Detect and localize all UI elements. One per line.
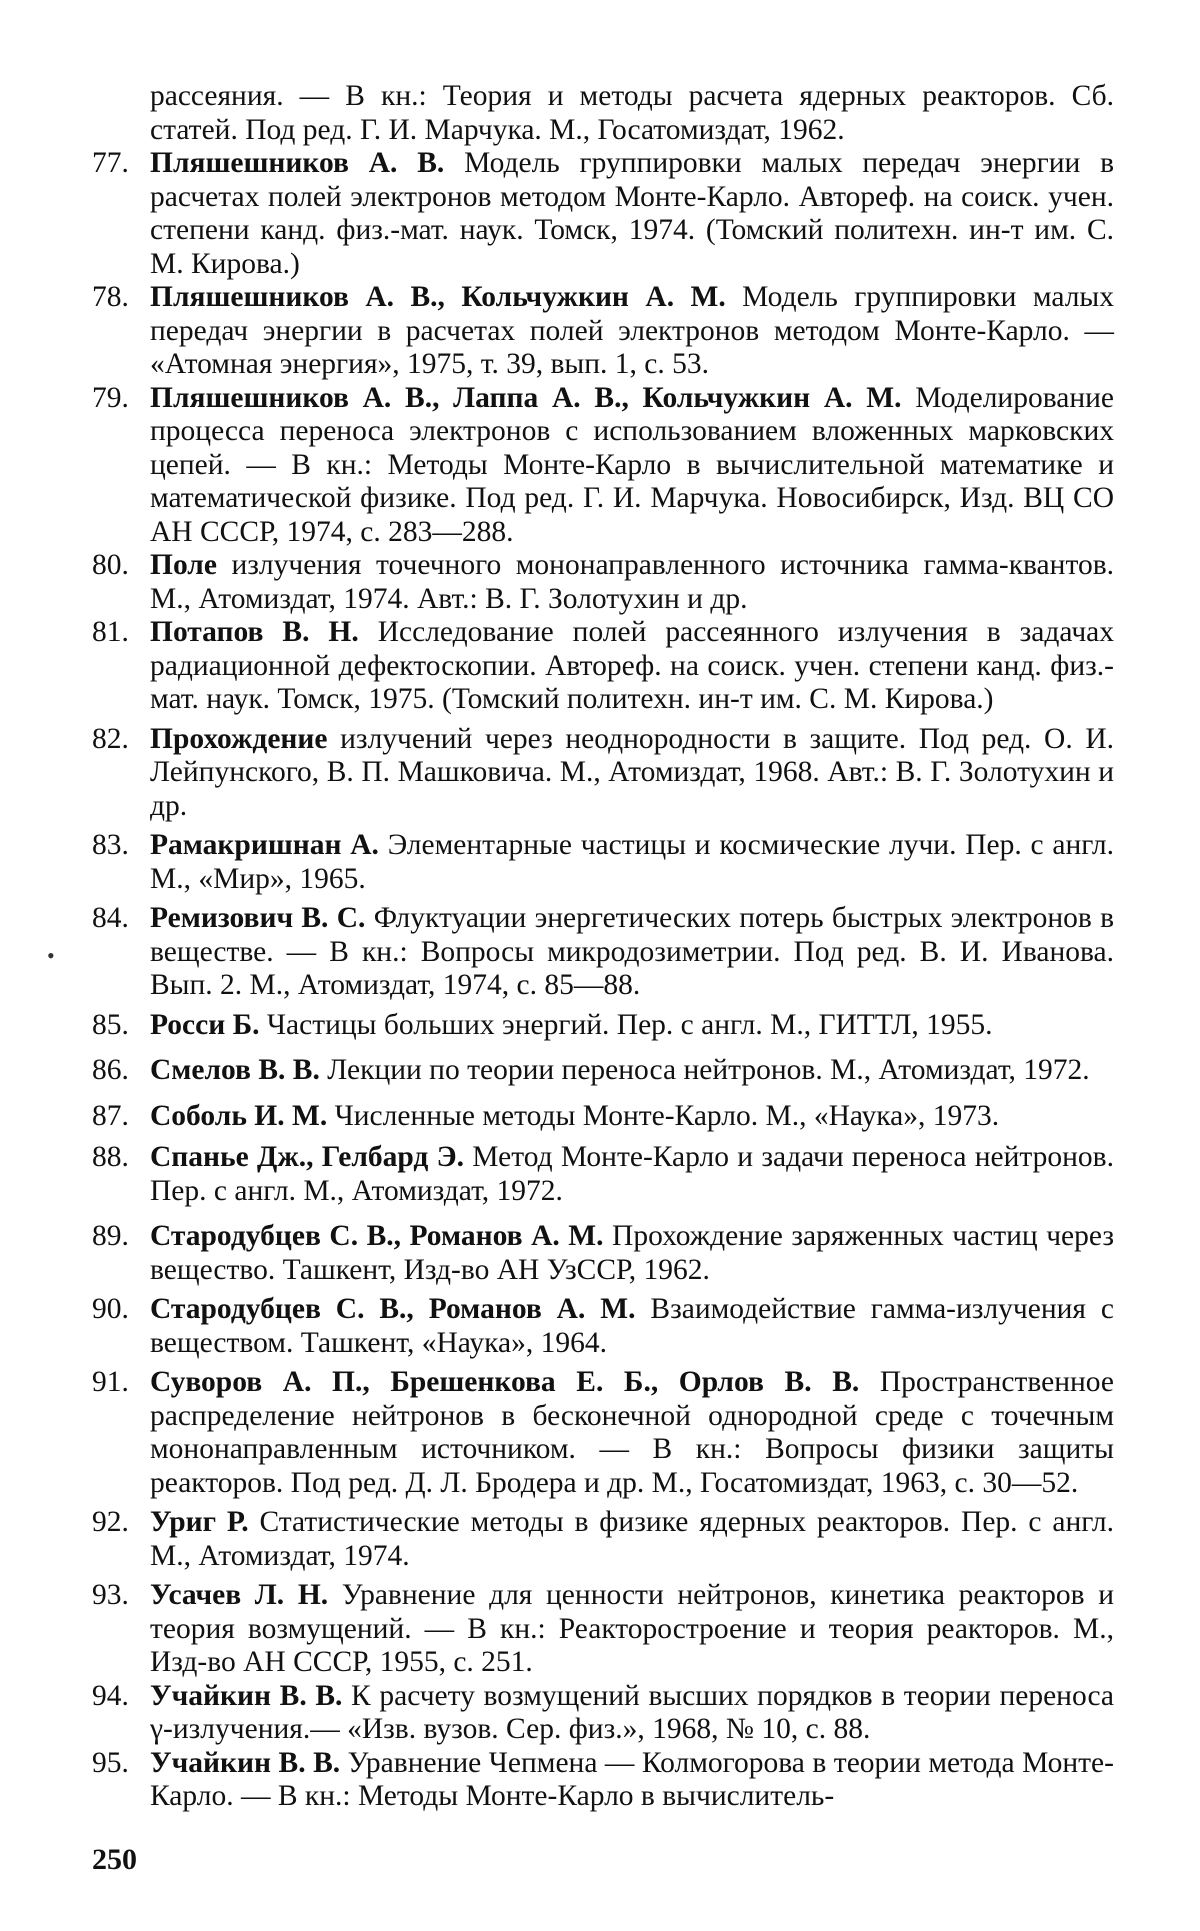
- reference-text: Флуктуации энергетических потерь быстрых электронов в веществе. — В кн.: Вопросы микродозиметрии. Под ред. В. И. Иванова. Вып. 2. М., Атомиздат, 1974, с. 85—88.: [150, 902, 1115, 1001]
- reference-text: Уравнение для ценности нейтронов, кинетика реакторов и теория возмущений. — В кн.: Реакторостроение и теория реакторов. М., Изд-во АН СССР, 1955, с. 251.: [150, 1579, 1114, 1678]
- reference-88: [92, 1141, 1114, 1208]
- reference-author: Смелов В. В.: [150, 1054, 320, 1086]
- reference-author: Ремизович В. С.: [150, 902, 366, 934]
- reference-94: [92, 1680, 1114, 1747]
- reference-text: К расчету возмущений высших порядков в теории переноса γ-излучения.— «Изв. вузов. Сер. физ.», 1968, № 10, с. 88.: [150, 1679, 1114, 1745]
- reference-82: [92, 723, 1114, 824]
- reference-text: Моделирование процесса переноса электронов с использованием вложенных марковских цепей. — В кн.: Методы Монте-Карло в вычислительной математике и математической физике. Под ред. Г. И. Марчука. Новосибирск, Изд. ВЦ СО АН СССР, 1974, с. 283—288.: [150, 381, 1115, 548]
- reference-text: Модель группировки малых передач энергии в расчетах полей электронов методом Монте-Карло. — «Атомная энергия», 1975, т. 39, вып. 1, с. 53.: [150, 281, 1114, 380]
- reference-author: Пляшешников А. В., Кольчужкин А. М.: [150, 281, 726, 313]
- reference-author: Суворов А. П., Брешенкова Е. Б., Орлов В. В.: [150, 1366, 860, 1398]
- reference-number: 94.: [92, 1679, 129, 1712]
- reference-78: [92, 281, 1114, 382]
- reference-89: [92, 1220, 1114, 1287]
- reference-text: Статистические методы в физике ядерных реакторов. Пер. с англ. М., Атомиздат, 1974.: [150, 1506, 1114, 1572]
- reference-text: Лекции по теории переноса нейтронов. М., Атомиздат, 1972.: [319, 1054, 1090, 1086]
- reference-number: 78.: [92, 281, 129, 313]
- reference-author: Пляшешников А. В.: [150, 147, 445, 179]
- reference-number: 91.: [92, 1366, 129, 1398]
- reference-text: излучений через неоднородности в защите. Под ред. О. И. Лейпунского, В. П. Машковича. М., Атомиздат, 1968. Авт.: В. Г. Золотухин и др.: [150, 722, 1114, 822]
- reference-text: Модель группировки малых передач энергии в расчетах полей электронов методом Монте-Карло. Автореф. на соиск. учен. степени канд. физ.-мат. наук. Томск, 1974. (Томский политехн. ин-т им. С. М. Кирова.): [150, 147, 1114, 280]
- reference-92: [92, 1506, 1114, 1573]
- reference-number: 83.: [92, 829, 129, 861]
- reference-author: Потапов В. Н.: [150, 616, 359, 648]
- reference-text: Элементарные частицы и космические лучи. Пер. с англ. М., «Мир», 1965.: [150, 829, 1114, 895]
- reference-text: Уравнение Чепмена — Колмогорова в теории метода Монте-Карло. — В кн.: Методы Монте-Карло в вычислитель-: [150, 1746, 1114, 1812]
- reference-number: 86.: [92, 1054, 129, 1086]
- reference-author: Рамакришнан А.: [150, 829, 379, 861]
- reference-90: [92, 1293, 1114, 1360]
- reference-number: 95.: [92, 1746, 129, 1779]
- reference-80: [92, 549, 1114, 616]
- reference-list: [92, 80, 1114, 1814]
- reference-84: [92, 902, 1114, 1003]
- reference-number: 88.: [92, 1141, 129, 1173]
- reference-85: [92, 1009, 1114, 1043]
- reference-number: 82.: [92, 722, 129, 755]
- reference-text: Метод Монте-Карло и задачи переноса нейтронов. Пер. с англ. М., Атомиздат, 1972.: [150, 1141, 1114, 1207]
- reference-author: Пляшешников А. В., Лаппа А. В., Кольчужкин А. М.: [150, 381, 902, 414]
- reference-author: Усачев Л. Н.: [150, 1579, 329, 1611]
- reference-number: 81.: [92, 616, 129, 648]
- reference-93: [92, 1579, 1114, 1680]
- reference-text: Численные методы Монте-Карло. М., «Наука», 1973.: [327, 1099, 1000, 1132]
- reference-91: [92, 1366, 1114, 1500]
- reference-79: [92, 382, 1114, 550]
- reference-author: Учайкин В. В.: [150, 1679, 343, 1712]
- reference-author: Уриг Р.: [150, 1506, 249, 1538]
- reference-author: Спанье Дж., Гелбард Э.: [150, 1141, 465, 1173]
- reference-text: Частицы больших энергий. Пер. с англ. М., ГИТТЛ, 1955.: [259, 1008, 993, 1041]
- reference-86: [92, 1054, 1114, 1088]
- reference-number: 89.: [92, 1220, 129, 1252]
- reference-author: Соболь И. М.: [150, 1099, 328, 1132]
- reference-81: [92, 616, 1114, 717]
- reference-number: 80.: [92, 549, 129, 581]
- reference-number: 84.: [92, 902, 129, 934]
- reference-83: [92, 829, 1114, 896]
- reference-text: Взаимодействие гамма-излучения с веществом. Ташкент, «Наука», 1964.: [150, 1293, 1114, 1359]
- reference-author: Стародубцев С. В., Романов А. М.: [150, 1293, 636, 1325]
- reference-77: [92, 147, 1114, 281]
- reference-author: Прохождение: [150, 722, 328, 755]
- reference-text: Прохождение заряженных частиц через вещество. Ташкент, Изд-во АН УзССР, 1962.: [150, 1220, 1115, 1286]
- reference-number: 93.: [92, 1579, 129, 1611]
- reference-number: 90.: [92, 1293, 129, 1325]
- reference-number: 85.: [92, 1008, 129, 1041]
- reference-text: Исследование полей рассеянного излучения в задачах радиационной дефектоскопии. Автореф. на соиск. учен. степени канд. физ.-мат. наук. Томск, 1975. (Томский политехн. ин-т им. С. М. Кирова.): [150, 616, 1115, 715]
- reference-text: Пространственное распределение нейтронов в бесконечной однородной среде с точечным мононаправленным источником. — В кн.: Вопросы физики защиты реакторов. Под ред. Д. Л. Бродера и др. М., Госатомиздат, 1963, с. 30—52.: [150, 1366, 1114, 1499]
- continuation-text: рассеяния. — В кн.: Теория и методы расчета ядерных реакторов. Сб. статей. Под ред. Г. И. Марчука. М., Госатомиздат, 1962.: [150, 80, 1114, 146]
- page-number: 250: [92, 1843, 137, 1876]
- reference-number: 77.: [92, 147, 129, 179]
- reference-author: Стародубцев С. В., Романов А. М.: [150, 1220, 604, 1252]
- reference-author: Учайкин В. В.: [150, 1746, 341, 1779]
- reference-number: 92.: [92, 1506, 129, 1538]
- reference-number: 87.: [92, 1099, 129, 1132]
- reference-95: [92, 1747, 1114, 1814]
- reference-author: Поле: [150, 549, 217, 581]
- reference-number: 79.: [92, 381, 129, 414]
- reference-87: [92, 1100, 1114, 1134]
- reference-author: Росси Б.: [150, 1008, 260, 1041]
- stray-mark: •: [47, 943, 55, 968]
- reference-text: излучения точечного мононаправленного источника гамма-квантов. М., Атомиздат, 1974. Авт.: В. Г. Золотухин и др.: [150, 549, 1114, 615]
